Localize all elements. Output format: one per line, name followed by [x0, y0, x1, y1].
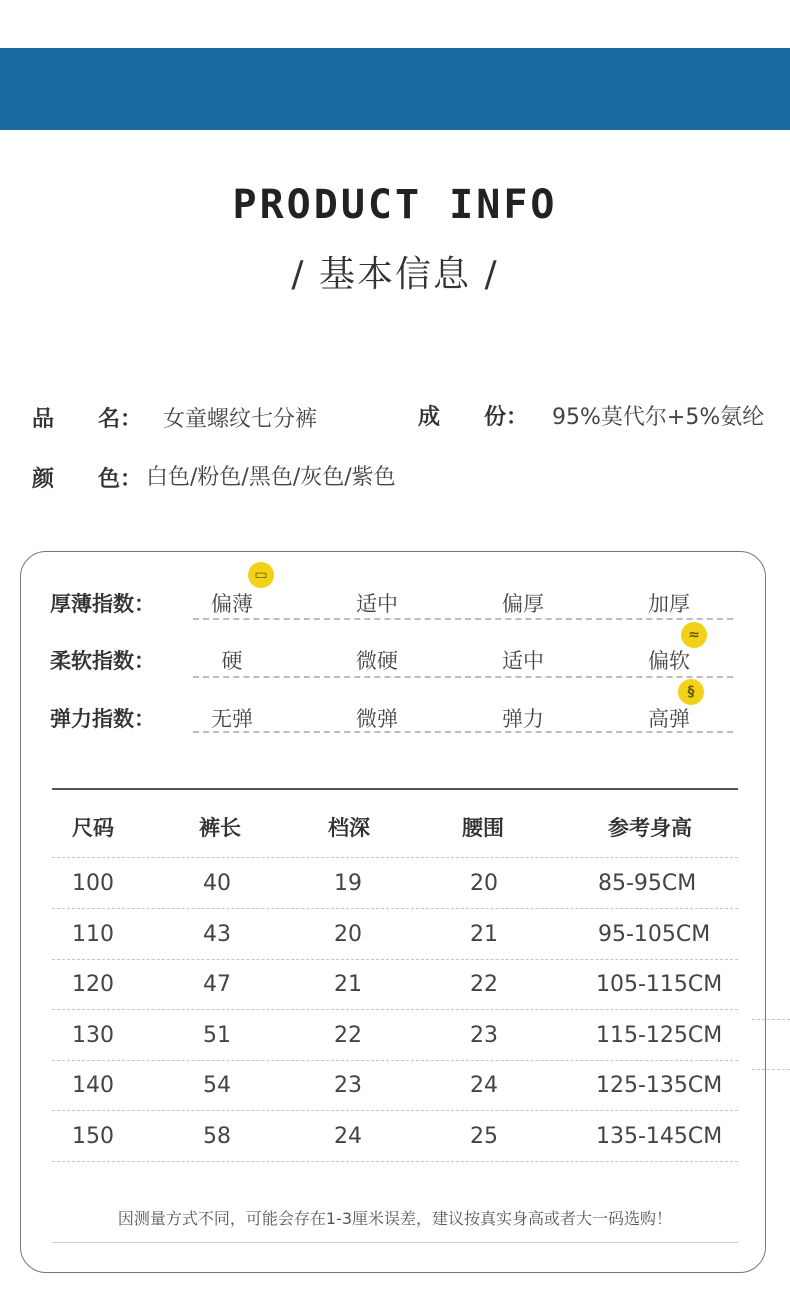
column-header-height: 参考身高: [608, 816, 692, 840]
wave-icon: ≈: [681, 622, 707, 648]
color-value: 白色/粉色/黑色/灰色/紫色: [146, 465, 396, 490]
table-cell: 20: [334, 922, 362, 947]
composition-label: 成 份：: [418, 405, 529, 430]
softness-option-3: 适中: [502, 649, 544, 673]
row-divider: [52, 1060, 738, 1061]
table-cell: 24: [470, 1073, 498, 1098]
row-divider: [52, 959, 738, 960]
table-cell: 24: [334, 1124, 362, 1149]
side-divider: [752, 1019, 790, 1020]
elasticity-option-4: 高弹: [648, 707, 690, 731]
top-banner: [0, 48, 790, 130]
table-cell: 23: [334, 1073, 362, 1098]
name-value: 女童螺纹七分裤: [163, 407, 318, 432]
table-cell: 19: [334, 871, 362, 896]
column-header-length: 裤长: [199, 816, 241, 840]
table-cell: 51: [203, 1023, 231, 1048]
composition-value: 95%莫代尔+5%氨纶: [552, 405, 765, 430]
table-cell: 58: [203, 1124, 231, 1149]
table-cell: 23: [470, 1023, 498, 1048]
table-cell: 40: [203, 871, 231, 896]
thickness-scale-line: [193, 618, 733, 620]
elasticity-index-label: 弹力指数：: [50, 707, 155, 731]
header-row-divider: [52, 857, 738, 858]
table-top-rule: [52, 788, 738, 790]
softness-scale-line: [193, 676, 733, 678]
note-divider: [52, 1242, 738, 1243]
softness-option-2: 微硬: [356, 649, 398, 673]
table-cell: 43: [203, 922, 231, 947]
softness-option-4: 偏软: [648, 649, 690, 673]
table-cell: 21: [334, 972, 362, 997]
elasticity-option-3: 弹力: [502, 707, 544, 731]
table-cell: 22: [470, 972, 498, 997]
table-cell: 125-135CM: [596, 1073, 723, 1098]
column-header-size: 尺码: [72, 816, 114, 840]
table-cell: 120: [72, 972, 114, 997]
column-header-rise: 档深: [328, 816, 370, 840]
column-header-waist: 腰围: [462, 816, 504, 840]
row-divider: [52, 908, 738, 909]
row-divider: [52, 1110, 738, 1111]
table-cell: 100: [72, 871, 114, 896]
page-title-en: PRODUCT INFO: [232, 182, 558, 228]
table-cell: 95-105CM: [598, 922, 711, 947]
page-title-cn: / 基本信息 /: [291, 254, 499, 295]
elasticity-scale-line: [193, 731, 733, 733]
spring-icon: §: [678, 679, 704, 705]
side-divider: [752, 1069, 790, 1070]
table-cell: 105-115CM: [596, 972, 723, 997]
softness-option-1: 硬: [221, 649, 243, 673]
name-label: 品 名：: [32, 407, 143, 432]
thickness-option-4: 加厚: [648, 592, 690, 616]
table-cell: 150: [72, 1124, 114, 1149]
table-cell: 47: [203, 972, 231, 997]
table-cell: 54: [203, 1073, 231, 1098]
table-cell: 140: [72, 1073, 114, 1098]
table-cell: 130: [72, 1023, 114, 1048]
table-cell: 135-145CM: [596, 1124, 723, 1149]
color-label: 颜 色：: [32, 467, 143, 492]
ruler-icon: ▭: [248, 562, 274, 588]
thickness-option-3: 偏厚: [502, 592, 544, 616]
thickness-index-label: 厚薄指数：: [50, 592, 155, 616]
elasticity-option-1: 无弹: [211, 707, 253, 731]
table-cell: 110: [72, 922, 114, 947]
elasticity-option-2: 微弹: [356, 707, 398, 731]
table-cell: 21: [470, 922, 498, 947]
table-cell: 20: [470, 871, 498, 896]
table-cell: 22: [334, 1023, 362, 1048]
measurement-note: 因测量方式不同，可能会存在1-3厘米误差，建议按真实身高或者大一码选购！: [117, 1209, 673, 1228]
row-divider: [52, 1161, 738, 1162]
table-cell: 25: [470, 1124, 498, 1149]
table-cell: 115-125CM: [596, 1023, 723, 1048]
thickness-option-1: 偏薄: [211, 592, 253, 616]
thickness-option-2: 适中: [356, 592, 398, 616]
row-divider: [52, 1009, 738, 1010]
softness-index-label: 柔软指数：: [50, 649, 155, 673]
table-cell: 85-95CM: [598, 871, 697, 896]
